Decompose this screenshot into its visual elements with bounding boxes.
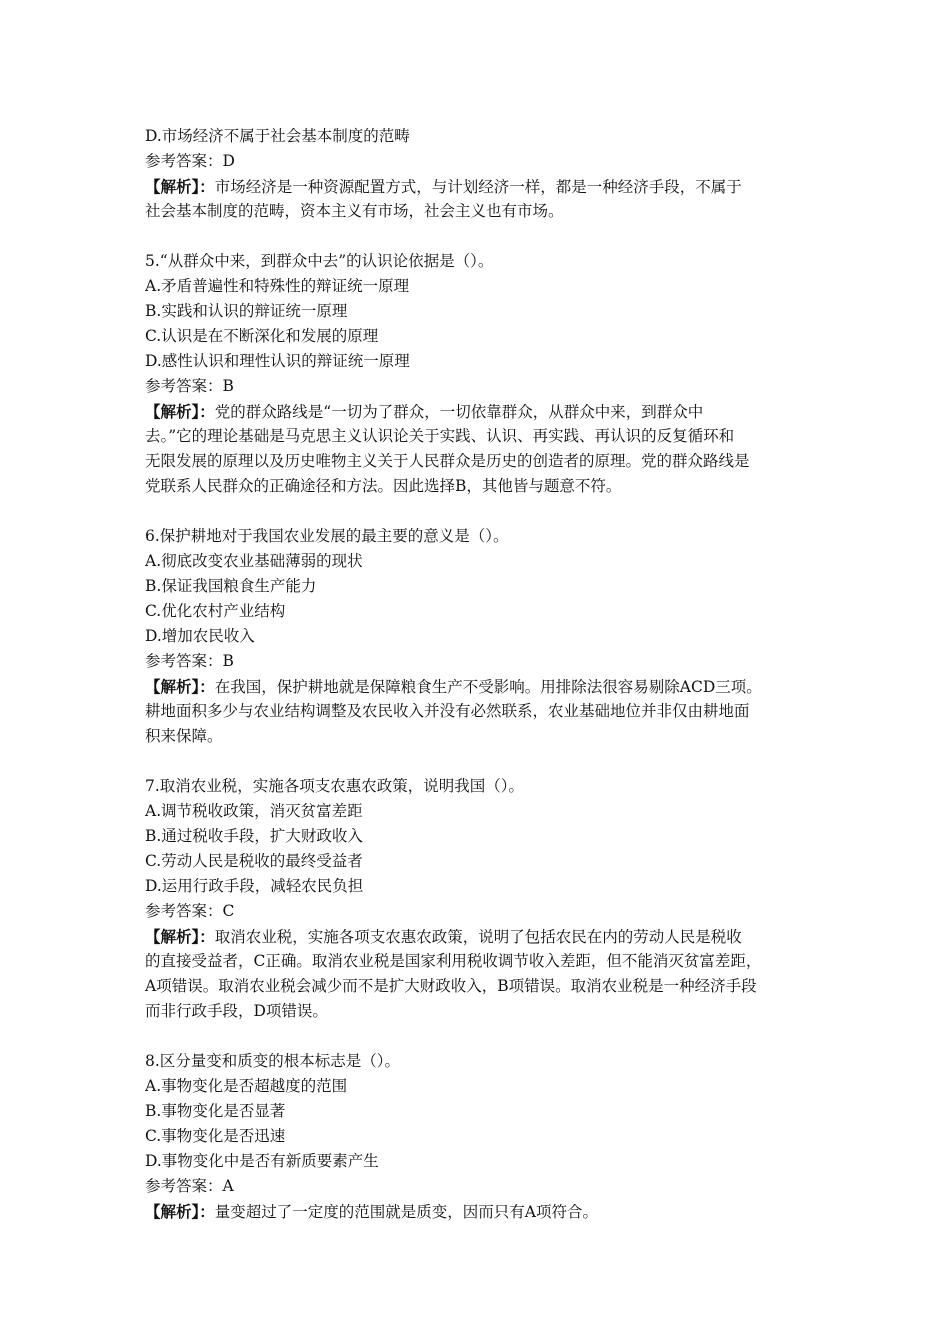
analysis-line [145, 1199, 815, 1224]
option-d: D.事物变化中是否有新质要素产生 [145, 1152, 379, 1170]
analysis-line [145, 399, 815, 424]
analysis-line: 而非行政手段，D项错误。 [145, 1002, 328, 1020]
question-6-block [145, 524, 815, 749]
analysis-line: 耕地面积多少与农业结构调整及农民收入并没有必然联系，农业基础地位并非仅由耕地面 [145, 702, 750, 720]
analysis-text: 党的群众路线是“一切为了群众，一切依靠群众，从群众中来，到群众中 [214, 403, 704, 421]
analysis-tag: 【解析】： [145, 402, 215, 421]
question-5-block [145, 249, 815, 499]
question-title: 8.区分量变和质变的根本标志是（）。 [145, 1052, 401, 1070]
option-a: A.矛盾普遍性和特殊性的辩证统一原理 [145, 277, 410, 295]
question-8-block [145, 1049, 815, 1224]
analysis-tag: 【解析】： [145, 177, 215, 196]
option-c: C.劳动人民是税收的最终受益者 [145, 852, 363, 870]
analysis-line: 的直接受益者，C正确。取消农业税是国家利用税收调节收入差距，但不能消灭贫富差距， [145, 952, 762, 970]
answer-line: 参考答案：C [145, 902, 235, 920]
option-b: B.通过税收手段，扩大财政收入 [145, 827, 363, 845]
analysis-line: 社会基本制度的范畴，资本主义有市场，社会主义也有市场。 [145, 202, 564, 220]
analysis-line: 积来保障。 [145, 727, 223, 745]
analysis-tag: 【解析】： [145, 1202, 215, 1221]
answer-line: 参考答案：A [145, 1177, 234, 1195]
option-c: C.事物变化是否迅速 [145, 1127, 286, 1145]
analysis-line [145, 174, 815, 199]
analysis-line: A项错误。取消农业税会减少而不是扩大财政收入，B项错误。取消农业税是一种经济手段 [145, 977, 757, 995]
analysis-line: 党联系人民群众的正确途径和方法。因此选择B，其他皆与题意不符。 [145, 477, 622, 495]
analysis-text: 量变超过了一定度的范围就是质变，因而只有A项符合。 [214, 1203, 598, 1221]
analysis-tag: 【解析】： [145, 677, 215, 696]
analysis-text: 市场经济是一种资源配置方式，与计划经济一样，都是一种经济手段，不属于 [214, 178, 742, 196]
option-b: B.事物变化是否显著 [145, 1102, 286, 1120]
answer-line: 参考答案：D [145, 152, 235, 170]
analysis-line [145, 674, 815, 699]
option-c: C.认识是在不断深化和发展的原理 [145, 327, 379, 345]
option-d: D.运用行政手段，减轻农民负担 [145, 877, 364, 895]
answer-line: 参考答案：B [145, 377, 234, 395]
analysis-line: 去。”它的理论基础是马克思主义认识论关于实践、认识、再实践、再认识的反复循环和 [145, 427, 735, 445]
analysis-text: 在我国，保护耕地就是保障粮食生产不受影响。用排除法很容易剔除ACD三项。 [214, 678, 762, 696]
option-d: D.增加农民收入 [145, 627, 255, 645]
option-b: B.保证我国粮食生产能力 [145, 577, 317, 595]
question-4-block [145, 124, 815, 224]
option-a: A.彻底改变农业基础薄弱的现状 [145, 552, 363, 570]
answer-line: 参考答案：B [145, 652, 234, 670]
option-b: B.实践和认识的辩证统一原理 [145, 302, 348, 320]
option-d: D.感性认识和理性认识的辩证统一原理 [145, 352, 410, 370]
document-page [145, 124, 815, 1224]
analysis-text: 取消农业税，实施各项支农惠农政策，说明了包括农民在内的劳动人民是税收 [214, 928, 742, 946]
analysis-line [145, 924, 815, 949]
analysis-line: 无限发展的原理以及历史唯物主义关于人民群众是历史的创造者的原理。党的群众路线是 [145, 452, 750, 470]
question-title: 5.“从群众中来，到群众中去”的认识论依据是（）。 [145, 252, 494, 270]
option-d: D.市场经济不属于社会基本制度的范畴 [145, 127, 410, 145]
analysis-tag: 【解析】： [145, 927, 215, 946]
option-a: A.事物变化是否超越度的范围 [145, 1077, 348, 1095]
question-title: 7.取消农业税，实施各项支农惠农政策，说明我国（）。 [145, 777, 525, 795]
option-a: A.调节税收政策，消灭贫富差距 [145, 802, 363, 820]
option-c: C.优化农村产业结构 [145, 602, 286, 620]
question-7-block [145, 774, 815, 1024]
question-title: 6.保护耕地对于我国农业发展的最主要的意义是（）。 [145, 527, 509, 545]
